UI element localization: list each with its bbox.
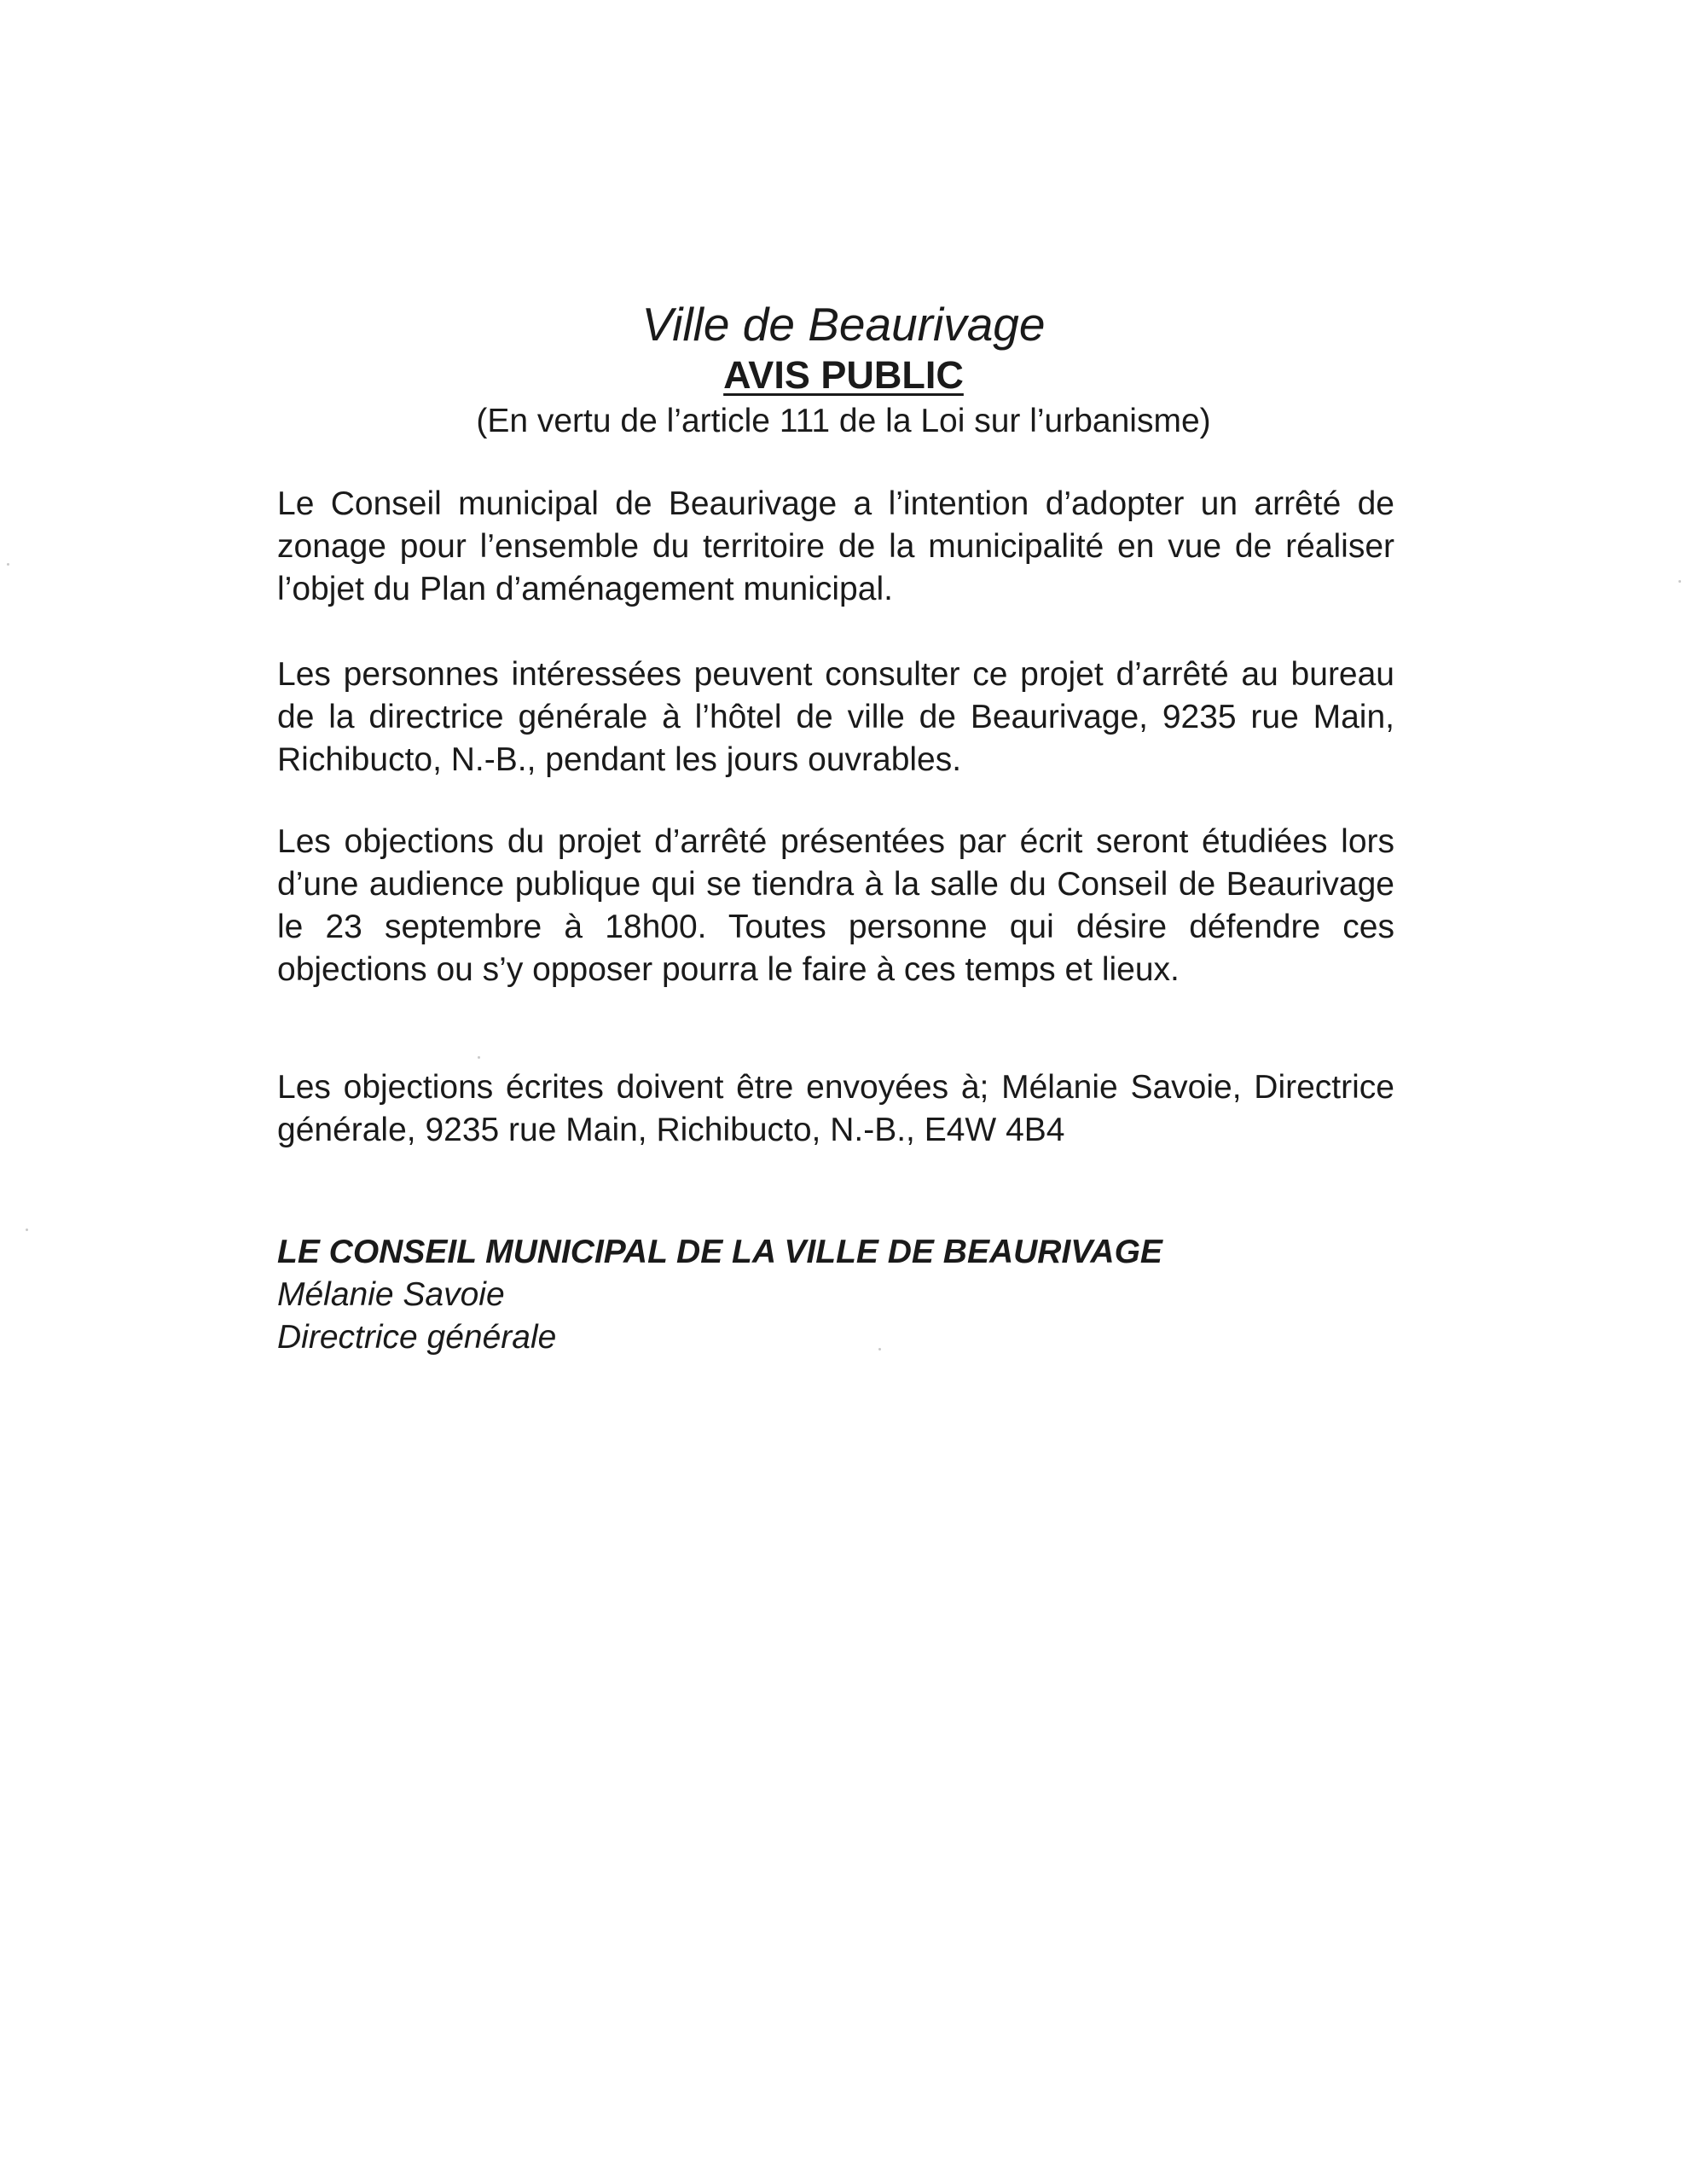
scan-speck: [1678, 580, 1681, 583]
paragraph-consultation: Les personnes intéressées peuvent consulter ce projet d’arrêté au bureau de la directrice générale à l’hôtel de ville de Beaurivage, 9235 rue Main, Richibucto, N.-B., pendant les jours ouvrables.: [277, 656, 1394, 778]
signature-block: [277, 1231, 1162, 1359]
scan-speck: [26, 1228, 28, 1231]
scan-speck: [878, 1348, 881, 1350]
town-name-heading: Ville de Beaurivage: [641, 298, 1046, 351]
notice-title-text: AVIS PUBLIC: [723, 353, 964, 397]
paragraph-written-objections: Les objections écrites doivent être envoyées à; Mélanie Savoie, Directrice générale, 9235 rue Main, Richibucto, N.-B., E4W 4B4: [277, 1069, 1394, 1148]
scan-speck: [478, 1056, 480, 1059]
scan-speck: [7, 563, 9, 566]
signature-organization: LE CONSEIL MUNICIPAL DE LA VILLE DE BEAURIVAGE: [277, 1234, 1162, 1270]
signature-title: Directrice générale: [277, 1319, 557, 1356]
notice-title: [0, 351, 1687, 399]
paragraph-intent: Le Conseil municipal de Beaurivage a l’intention d’adopter un arrêté de zonage pour l’ensemble du territoire de la municipalité en vue de réaliser l’objet du Plan d’aménagement municipal.: [277, 485, 1394, 607]
signature-name: Mélanie Savoie: [277, 1276, 505, 1313]
legal-basis-subtitle: (En vertu de l’article 111 de la Loi sur l’urbanisme): [476, 403, 1211, 439]
paragraph-hearing: Les objections du projet d’arrêté présentées par écrit seront étudiées lors d’une audience publique qui se tiendra à la salle du Conseil de Beaurivage le 23 septembre à 18h00. Toutes personne qui désire défendre ces objections ou s’y opposer pourra le faire à ces temps et lieux.: [277, 823, 1394, 988]
